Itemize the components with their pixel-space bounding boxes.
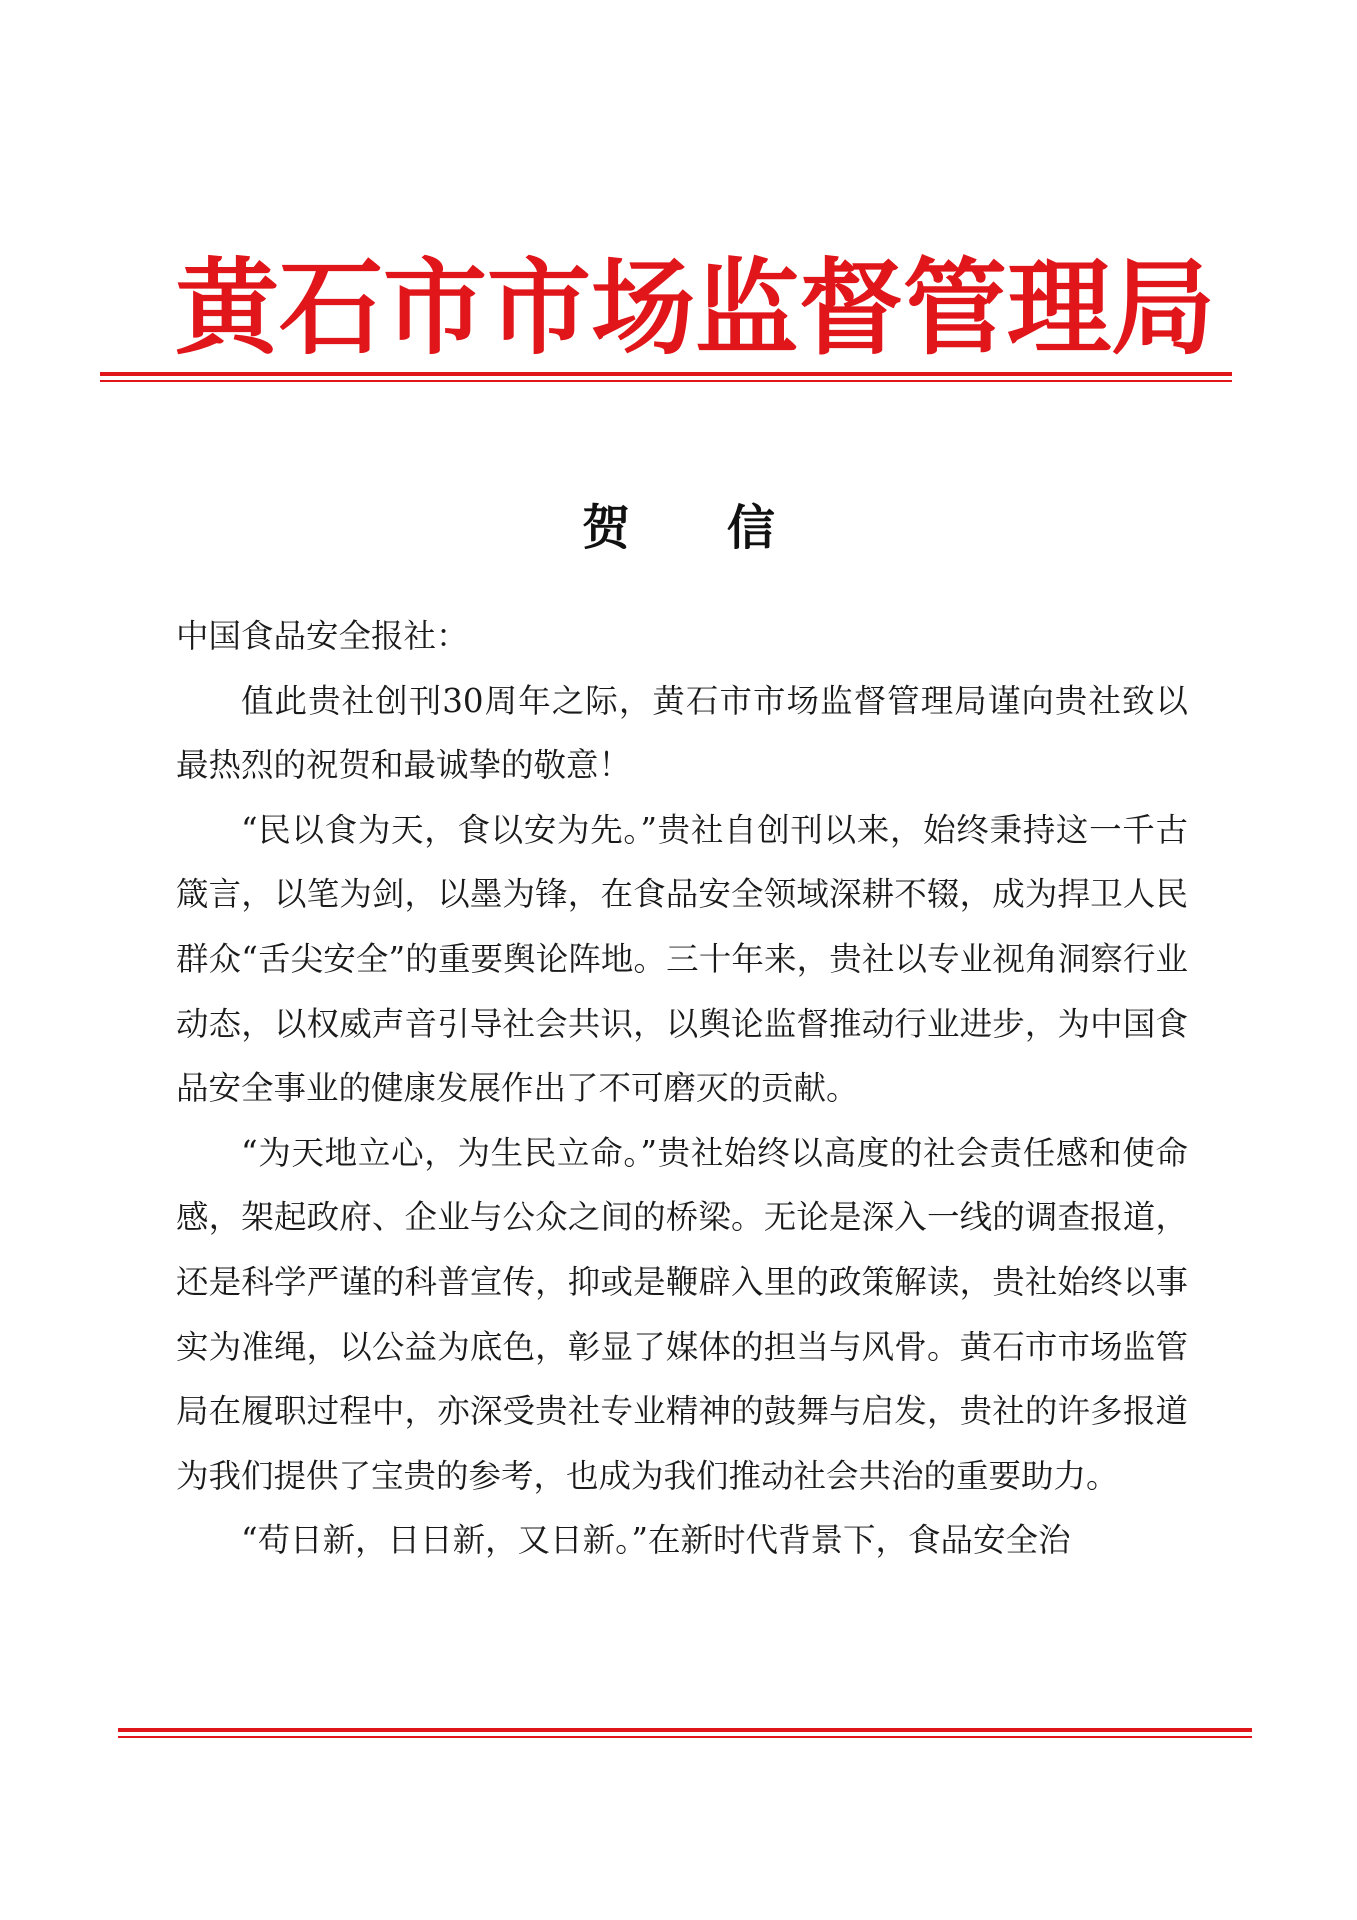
paragraph: 值此贵社创刊30周年之际，黄石市市场监督管理局谨向贵社致以最热烈的祝贺和最诚挚的敬意！ — [176, 681, 1188, 785]
document-title: 贺 信 — [582, 500, 815, 556]
letter-body — [176, 604, 1188, 1573]
paragraph: “苟日新，日日新，又日新。”在新时代背景下，食品安全治 — [241, 1521, 1071, 1560]
letterhead-red-rule — [100, 372, 1232, 382]
paragraph: “民以食为天，食以安为先。”贵社自创刊以来，始终秉持这一千古箴言，以笔为剑，以墨为锋，在食品安全领域深耕不辍，成为捍卫人民群众“舌尖安全”的重要舆论阵地。三十年来，贵社以专业视角洞察行业动态，以权威声音引导社会共识，以舆论监督推动行业进步，为中国食品安全事业的健康发展作出了不可磨灭的贡献。 — [176, 810, 1188, 1108]
salutation: 中国食品安全报社： — [176, 617, 469, 655]
footer-red-rule — [118, 1728, 1252, 1738]
letterhead-org-name: 黄石市市场监督管理局 — [175, 246, 1216, 369]
paragraph: “为天地立心，为生民立命。”贵社始终以高度的社会责任感和使命感，架起政府、企业与公众之间的桥梁。无论是深入一线的调查报道，还是科学严谨的科普宣传，抑或是鞭辟入里的政策解读，贵社始终以事实为准绳，以公益为底色，彰显了媒体的担当与风骨。黄石市市场监管局在履职过程中，亦深受贵社专业精神的鼓舞与启发，贵社的许多报道为我们提供了宝贵的参考，也成为我们推动社会共治的重要助力。 — [176, 1133, 1188, 1495]
